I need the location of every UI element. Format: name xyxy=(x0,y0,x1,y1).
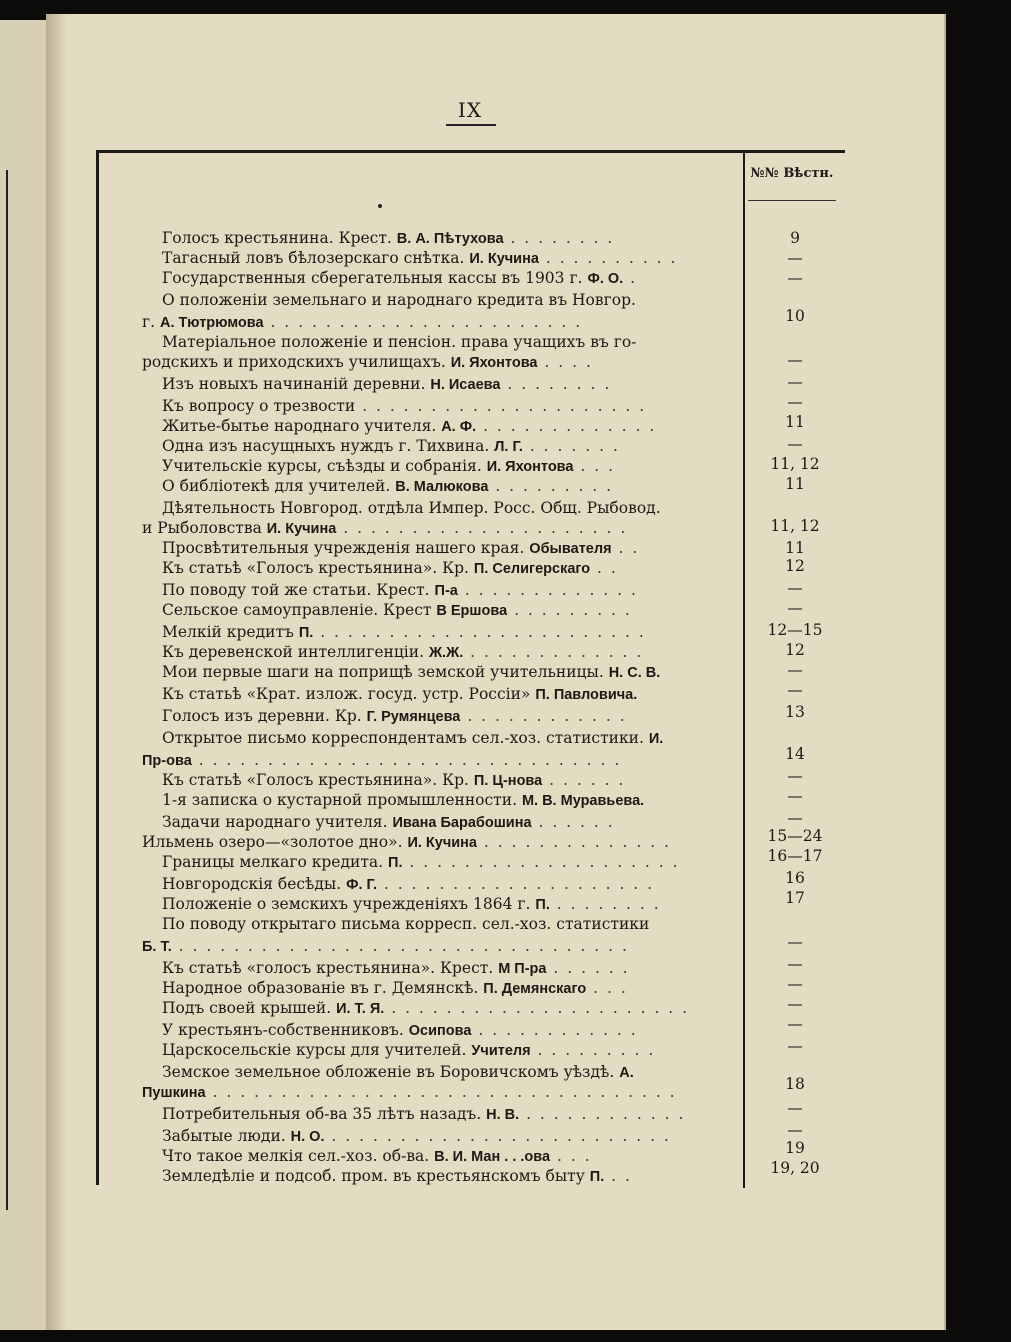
entry-line xyxy=(162,248,740,268)
entry-line xyxy=(162,1020,740,1040)
entry-line xyxy=(162,684,740,704)
issue-number: 14 xyxy=(785,745,805,763)
entry-author: Ивана Барабошина xyxy=(392,815,532,831)
entry-author: Н. С. В. xyxy=(608,665,661,681)
entry-author: И. Кучина xyxy=(266,521,337,537)
entry-line xyxy=(162,396,740,416)
dot-leader: . . . . . . xyxy=(531,813,615,831)
entry-title: Сельское самоуправленіе. Крест xyxy=(162,601,437,619)
entry-author: В. И. Ман . . .ова xyxy=(434,1149,551,1165)
entry-author: П. Павловича. xyxy=(535,687,638,703)
entry-line xyxy=(162,332,740,352)
entry-title: О положеніи земельнаго и народнаго кредита въ Новгор. xyxy=(162,291,636,309)
issue-number: — xyxy=(787,1121,803,1139)
entry-line xyxy=(162,914,740,934)
dot-leader: . . . . . . xyxy=(546,959,630,977)
entry-title: Забытые люди. xyxy=(162,1127,291,1145)
dot-leader: . . . . . . . . xyxy=(503,229,615,247)
dot-leader: . . . . . . . . . . . . . . . . . . . . . . . . . . . . . . . . . xyxy=(171,937,629,955)
entry-line xyxy=(162,812,740,832)
entry-line xyxy=(162,790,740,810)
entry-author: П. Демянскаго xyxy=(483,981,587,997)
entry-author: Обывателя xyxy=(529,541,612,557)
entry-title: Задачи народнаго учителя. xyxy=(162,813,393,831)
entry-line xyxy=(162,436,740,456)
entry-author: В. А. Пѣтухова xyxy=(396,231,504,247)
issue-column-header: №№ Вѣстн. xyxy=(750,166,834,181)
issue-number: — xyxy=(787,269,803,287)
dot-leader: . . xyxy=(590,559,618,577)
dot-leader: . . . . . . . . . . . . . . . . . . . . . . xyxy=(384,999,690,1017)
entry-author: А. Тютрюмова xyxy=(159,315,264,331)
entry-title: Дѣятельность Новгород. отдѣла Импер. Росс. Общ. Рыбовод. xyxy=(162,499,661,517)
entry-title: Одна изъ насущныхъ нуждъ г. Тихвина. xyxy=(162,437,495,455)
entry-line xyxy=(162,580,740,600)
dot-leader: . . . . . . . . . . . . . xyxy=(457,581,638,599)
dot-leader: . . . . . . . . . . . . . . . . . . . . xyxy=(402,853,680,871)
issue-column-header-rule xyxy=(748,200,836,201)
dot-leader: . . . . . . . . xyxy=(549,895,661,913)
entry-author: Н. В. xyxy=(486,1107,520,1123)
dot-leader: . . xyxy=(611,539,640,557)
entry-line xyxy=(162,874,740,894)
issue-number: — xyxy=(787,599,803,617)
issue-number: — xyxy=(787,975,803,993)
issue-number: 10 xyxy=(785,307,805,325)
entry-title: Изъ новыхъ начинаній деревни. xyxy=(162,375,431,393)
entry-author: И. Яхонтова xyxy=(450,355,538,371)
entry-author: П. xyxy=(388,855,403,871)
issue-number: — xyxy=(787,767,803,785)
entry-line xyxy=(162,1166,740,1186)
entry-line xyxy=(162,1062,740,1082)
entry-line xyxy=(162,1146,740,1166)
entry-author: Б. Т. xyxy=(142,939,172,955)
issue-number: 19, 20 xyxy=(770,1159,820,1177)
dot-leader: . . . . . . . . . . xyxy=(538,249,678,267)
entry-title: Къ деревенской интеллигенціи. xyxy=(162,643,429,661)
entry-title: 1-я записка о кустарной промышленности. xyxy=(162,791,522,809)
entry-line xyxy=(162,228,740,248)
entry-title: О библіотекѣ для учителей. xyxy=(162,477,396,495)
dot-leader: . . . xyxy=(550,1147,592,1165)
issue-number: — xyxy=(787,351,803,369)
entry-title: Царскосельскіе курсы для учителей. xyxy=(162,1041,472,1059)
entry-title: Къ статьѣ «Крат. излож. госуд. устр. Россіи» xyxy=(162,685,536,703)
dot-leader: . . . . . . . . . . . . . . . . . . . . . xyxy=(336,519,628,537)
issue-number: — xyxy=(787,1037,803,1055)
column-separator xyxy=(743,152,745,1188)
issue-number: — xyxy=(787,373,803,391)
issue-number: — xyxy=(787,393,803,411)
entry-line xyxy=(162,600,740,620)
issue-number: — xyxy=(787,249,803,267)
entry-author: А. Ф. xyxy=(441,419,477,435)
entry-author: В Ершова xyxy=(436,603,508,619)
issue-number: 17 xyxy=(785,889,805,907)
entry-title: Къ статьѣ «Голосъ крестьянина». Кр. xyxy=(162,771,474,789)
entry-line xyxy=(162,978,740,998)
entry-author: Ф. О. xyxy=(587,271,624,287)
entry-line xyxy=(162,1104,740,1124)
issue-number: — xyxy=(787,809,803,827)
dot-leader: . . . . . . . . . . . . xyxy=(519,1105,686,1123)
entry-title: Мелкій кредитъ xyxy=(162,623,299,641)
issue-number: 19 xyxy=(785,1139,805,1157)
entry-line xyxy=(142,518,740,538)
entry-title: Подъ своей крышей. xyxy=(162,999,337,1017)
dot-leader: . . . . . . . xyxy=(522,437,620,455)
issue-number: — xyxy=(787,579,803,597)
issue-number: 11, 12 xyxy=(770,455,820,473)
entry-title: Земледѣліе и подсоб. пром. въ крестьянскомъ быту xyxy=(162,1167,590,1185)
dot-leader: . . . . . . . . . . . . xyxy=(460,707,627,725)
entry-title: Что такое мелкія сел.-хоз. об-ва. xyxy=(162,1147,435,1165)
entry-author: М. В. Муравьева. xyxy=(521,793,645,809)
entry-author: П-а xyxy=(434,583,458,599)
entry-author: Н. О. xyxy=(290,1129,325,1145)
entry-title: Положеніе о земскихъ учрежденіяхъ 1864 г. xyxy=(162,895,536,913)
entry-author: И. xyxy=(648,731,664,747)
entry-line xyxy=(142,352,740,372)
entry-title: Мои первые шаги на поприщѣ земской учительницы. xyxy=(162,663,609,681)
entry-title: Потребительныя об-ва 35 лѣтъ назадъ. xyxy=(162,1105,487,1123)
entry-line xyxy=(162,642,740,662)
entry-line xyxy=(162,268,740,288)
dot-leader: . . . . . . . . . . . . . . xyxy=(477,833,671,851)
dot-leader: . . . . . . . . . . . . . xyxy=(463,643,644,661)
entry-author: П. xyxy=(535,897,550,913)
entry-title: По поводу той же статьи. Крест. xyxy=(162,581,435,599)
entry-title: Учительскіе курсы, съѣзды и собранія. xyxy=(162,457,487,475)
entry-title: По поводу открытаго письма корресп. сел.-хоз. статистики xyxy=(162,915,650,933)
entry-line xyxy=(162,852,740,872)
entry-line xyxy=(162,1126,740,1146)
dot-leader: . . . . . . . . . . . . . . . . . . . . . . . . . . . . . . . . . . xyxy=(205,1083,677,1101)
dot-leader: . xyxy=(623,269,638,287)
entry-title: Къ статьѣ «Голосъ крестьянина». Кр. xyxy=(162,559,474,577)
entry-title: родскихъ и приходскихъ училищахъ. xyxy=(142,353,451,371)
entry-line xyxy=(162,374,740,394)
issue-number: — xyxy=(787,661,803,679)
issue-number: 13 xyxy=(785,703,805,721)
entry-title: Открытое письмо корреспондентамъ сел.-хоз. статистики. xyxy=(162,729,649,747)
entry-line xyxy=(162,290,740,310)
entry-title: Голосъ изъ деревни. Кр. xyxy=(162,707,367,725)
entry-line xyxy=(162,622,740,642)
entry-author: И. Т. Я. xyxy=(336,1001,385,1017)
entry-author: Г. Румянцева xyxy=(366,709,461,725)
entry-author: Н. Исаева xyxy=(430,377,501,393)
page-number: IX xyxy=(457,98,483,122)
entry-author: Ф. Г. xyxy=(346,877,377,893)
issue-number: 12 xyxy=(785,641,805,659)
issue-number: — xyxy=(787,955,803,973)
entry-author: И. Яхонтова xyxy=(486,459,574,475)
ornament-dot xyxy=(378,204,382,208)
entry-title: Земское земельное обложеніе въ Боровичскомъ уѣздѣ. xyxy=(162,1063,620,1081)
issue-number: — xyxy=(787,787,803,805)
entry-line xyxy=(142,750,740,770)
entry-author: Осипова xyxy=(408,1023,472,1039)
entry-author: Учителя xyxy=(471,1043,531,1059)
issue-number: 15—24 xyxy=(767,827,823,845)
issue-number: 11 xyxy=(785,413,805,431)
entry-author: Пр-ова xyxy=(142,753,192,769)
issue-number: 12 xyxy=(785,557,805,575)
entry-line xyxy=(162,538,740,558)
entry-line xyxy=(162,894,740,914)
dot-leader: . . . . xyxy=(537,353,593,371)
issue-number: 18 xyxy=(785,1075,805,1093)
entry-line xyxy=(162,770,740,790)
entry-line xyxy=(142,1082,740,1102)
dot-leader: . . . xyxy=(573,457,616,475)
entry-author: М П-ра xyxy=(498,961,547,977)
entry-author: В. Малюкова xyxy=(395,479,489,495)
page-number-underline xyxy=(446,124,496,126)
entry-title: Просвѣтительныя учрежденія нашего края. xyxy=(162,539,530,557)
entry-author: Л. Г. xyxy=(494,439,523,455)
dot-leader: . . . . . . . . . . . . . xyxy=(476,417,657,435)
issue-number: — xyxy=(787,1099,803,1117)
dot-leader: . . . . . . . . . xyxy=(530,1041,656,1059)
entry-author: П. Ц-нова xyxy=(473,773,543,789)
entry-title: Къ вопросу о трезвости xyxy=(162,397,356,415)
entry-line xyxy=(162,998,740,1018)
entry-author: А. xyxy=(619,1065,634,1081)
entry-line xyxy=(162,706,740,726)
entry-line xyxy=(162,476,740,496)
dot-leader: . . . . . . . . xyxy=(500,375,612,393)
issue-number: 12—15 xyxy=(767,621,823,639)
entry-author: П. xyxy=(298,625,314,641)
dot-leader: . . . . . . . . . . . . . . . . . . . . . xyxy=(355,397,647,415)
issue-number: — xyxy=(787,995,803,1013)
dot-leader: . . . . . . . . . . . . . . . . . . . . xyxy=(377,875,655,893)
previous-page-edge xyxy=(0,20,46,1330)
entry-title: Къ статьѣ «голосъ крестьянина». Крест. xyxy=(162,959,499,977)
page-fold-shadow xyxy=(46,14,68,1330)
entry-author: Ж.Ж. xyxy=(428,645,464,661)
issue-number: 16 xyxy=(785,869,805,887)
issue-number: — xyxy=(787,933,803,951)
dot-leader: . . . . . . . . . . . . . . . . . . . . . . . . . . . . . . . xyxy=(191,751,622,769)
entry-line xyxy=(162,456,740,476)
dot-leader: . . . xyxy=(586,979,628,997)
issue-number: — xyxy=(787,1015,803,1033)
entry-line xyxy=(142,832,740,852)
dot-leader: . . . . . . xyxy=(542,771,626,789)
issue-number: 11, 12 xyxy=(770,517,820,535)
entry-line xyxy=(162,498,740,518)
entry-title: Новгородскія бесѣды. xyxy=(162,875,347,893)
issue-number: — xyxy=(787,681,803,699)
entry-author: Пушкина xyxy=(142,1085,206,1101)
dot-leader: . . . . . . . . . xyxy=(507,601,632,619)
entry-title: г. xyxy=(142,313,160,331)
entry-title: Голосъ крестьянина. Крест. xyxy=(162,229,397,247)
entry-title: У крестьянъ-собственниковъ. xyxy=(162,1021,409,1039)
dot-leader: . . . . . . . . . . . . xyxy=(471,1021,638,1039)
entry-title: Государственныя сберегательныя кассы въ 1903 г. xyxy=(162,269,588,287)
dot-leader: . . . . . . . . . xyxy=(488,477,614,495)
entry-line xyxy=(142,312,740,332)
entry-author: П. Селигерскаго xyxy=(473,561,591,577)
entry-author: И. Кучина xyxy=(469,251,539,267)
entry-title: Границы мелкаго кредита. xyxy=(162,853,389,871)
entry-author: И. Кучина xyxy=(407,835,477,851)
entry-line xyxy=(162,728,740,748)
entry-title: Народное образованіе въ г. Демянскѣ. xyxy=(162,979,484,997)
entry-title: и Рыболовства xyxy=(142,519,267,537)
entry-line xyxy=(162,662,740,682)
entry-line xyxy=(162,558,740,578)
entry-line xyxy=(162,1040,740,1060)
dot-leader: . . . . . . . . . . . . . . . . . . . . . . . . . xyxy=(324,1127,671,1145)
entry-line xyxy=(162,416,740,436)
dot-leader: . . . . . . . . . . . . . . . . . . . . . . . xyxy=(263,313,583,331)
entry-title: Тагасный ловъ бѣлозерскаго снѣтка. xyxy=(162,249,470,267)
entry-line xyxy=(162,958,740,978)
dot-leader: . . . . . . . . . . . . . . . . . . . . . . . . xyxy=(313,623,646,641)
entry-line xyxy=(142,936,740,956)
previous-page-rule xyxy=(6,170,8,1210)
entry-title: Матеріальное положеніе и пенсіон. права учащихъ въ го- xyxy=(162,333,637,351)
entry-author: П. xyxy=(589,1169,605,1185)
entry-title: Ильмень озеро—«золотое дно». xyxy=(142,833,408,851)
issue-number: 11 xyxy=(785,475,805,493)
dot-leader: . . xyxy=(604,1167,632,1185)
issue-number: — xyxy=(787,435,803,453)
issue-number: 16—17 xyxy=(767,847,823,865)
issue-number: 9 xyxy=(790,229,800,247)
issue-number: 11 xyxy=(785,539,805,557)
entry-title: Житье-бытье народнаго учителя. xyxy=(162,417,442,435)
